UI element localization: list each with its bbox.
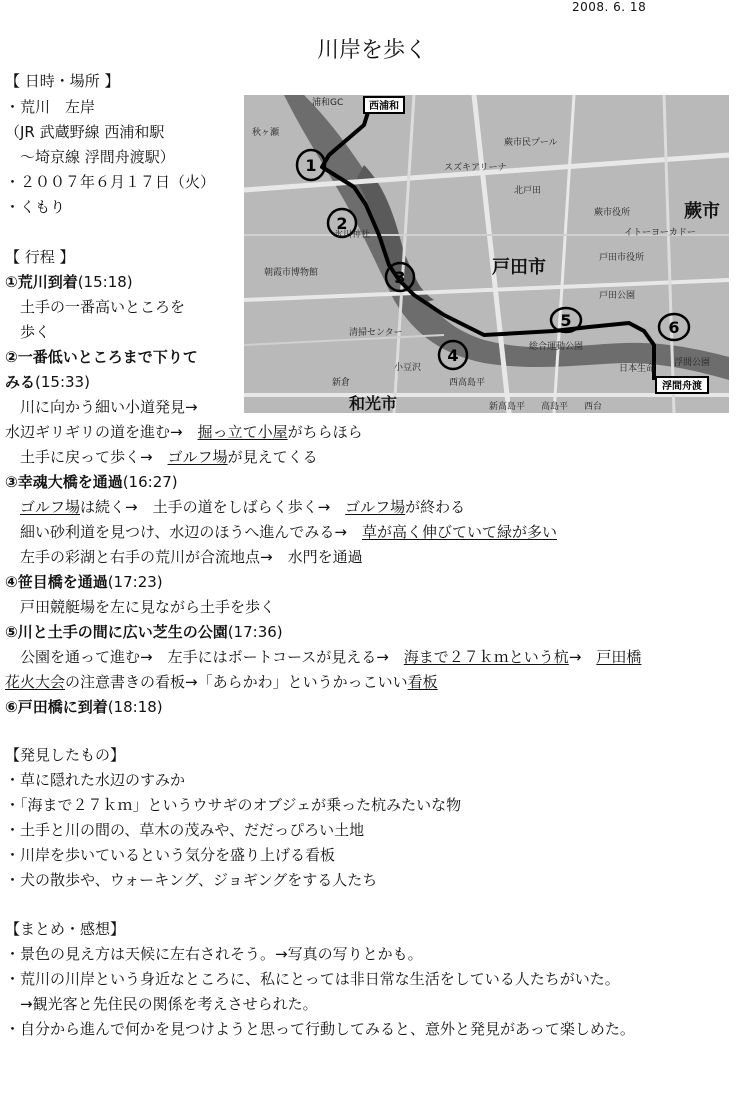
map-label: 戸田市役所 xyxy=(599,253,645,263)
step-detail: 左手の彩湖と右手の荒川が合流地点→ 水門を通過 xyxy=(20,548,363,566)
finding-item: ・「海まで２７ｋｍ」というウサギのオブジェが乗った杭みたいな物 xyxy=(5,796,462,814)
map-label: 新倉 xyxy=(332,378,351,388)
step-detail-line xyxy=(20,648,641,666)
step-detail-line xyxy=(20,523,557,541)
step-detail: 土手の一番高いところを xyxy=(20,298,186,316)
map-label: 総合運動公園 xyxy=(529,342,584,352)
finding-item: ・草に隠れた水辺のすみか xyxy=(5,771,186,789)
map-label: 氷川神社 xyxy=(334,230,371,240)
map-label: 蕨市 xyxy=(684,201,720,222)
step-highlight: 看板 xyxy=(407,673,438,691)
itinerary-step-6 xyxy=(5,698,163,716)
when-where-line: ・２００７年６月１７日（火） xyxy=(5,173,216,191)
when-where-line: ・荒川 左岸 xyxy=(5,98,96,116)
step-title: ④笹目橋を通過 xyxy=(5,573,108,591)
step-detail-line xyxy=(20,498,465,516)
map-label: 蕨市民プール xyxy=(504,138,558,148)
when-where-line: ～埼京線 浮間舟渡駅） xyxy=(5,148,175,166)
summary-item: ・荒川の川岸という身近なところに、私にとっては非日常な生活をしている人たちがいた。 xyxy=(5,970,620,988)
map-label: 小豆沢 xyxy=(394,363,422,373)
route-marker-2: 2 xyxy=(336,214,348,233)
route-marker-1: 1 xyxy=(305,156,317,175)
map-label: 朝霞市博物館 xyxy=(264,268,319,278)
map-label: 西浦和 xyxy=(369,101,399,112)
map-label: 北戸田 xyxy=(514,186,542,196)
itinerary-step-5 xyxy=(5,623,283,641)
step-highlight: 戸田橋 xyxy=(596,648,642,666)
findings-heading: 【発見したもの】 xyxy=(5,746,126,764)
when-where-line: （JR 武蔵野線 西浦和駅 xyxy=(5,123,165,141)
map-label: 新高島平 xyxy=(489,402,526,412)
map-label: 西台 xyxy=(584,402,603,412)
map-label: 蕨市役所 xyxy=(594,208,631,218)
step-time: (16:27) xyxy=(122,473,178,491)
step-detail: がちらほら xyxy=(287,423,363,441)
step-detail: が終わる xyxy=(405,498,466,516)
summary-item: ・景色の見え方は天候に左右されそう。→写真の写りとかも。 xyxy=(5,945,423,963)
map-label: 和光市 xyxy=(349,394,398,413)
map-label: 西高島平 xyxy=(449,378,486,388)
step-detail: 歩く xyxy=(20,323,51,341)
map-label: 戸田公園 xyxy=(599,291,636,301)
step-time: (17:36) xyxy=(227,623,283,641)
map-label: 高島平 xyxy=(541,402,569,412)
itinerary-step-3 xyxy=(5,473,178,491)
step-highlight: 掘っ立て小屋 xyxy=(197,423,288,441)
map-label: 秋ヶ瀬 xyxy=(252,128,280,138)
step-time: (18:18) xyxy=(107,698,163,716)
route-marker-5: 5 xyxy=(560,311,572,330)
step-detail: は続く→ 土手の道をしばらく歩く→ xyxy=(80,498,346,516)
route-marker-4: 4 xyxy=(447,346,459,365)
step-detail: 戸田競艇場を左に見ながら土手を歩く xyxy=(20,598,276,616)
step-title: ⑥戸田橋に到着 xyxy=(5,698,108,716)
itinerary-step-1 xyxy=(5,273,133,291)
summary-item: →観光客と先住民の関係を考えさせられた。 xyxy=(5,995,318,1013)
itinerary-heading: 【 行程 】 xyxy=(5,248,75,266)
step-detail: 川に向かう細い小道発見→ xyxy=(20,398,198,416)
route-map xyxy=(244,95,729,413)
summary-item: ・自分から進んで何かを見つけようと思って行動してみると、意外と発見があって楽しめた。 xyxy=(5,1020,635,1038)
route-marker-3: 3 xyxy=(394,268,406,287)
step-highlight: ゴルフ場 xyxy=(345,498,406,516)
itinerary-step-2 xyxy=(5,373,90,391)
page-title: 川岸を歩く xyxy=(316,38,427,63)
map-label: 浦和GC xyxy=(312,98,344,108)
step-title: ①荒川到着 xyxy=(5,273,78,291)
step-detail-line xyxy=(5,673,438,691)
document-date: 2008. 6. 18 xyxy=(572,0,647,14)
step-detail: → xyxy=(568,648,597,666)
step-highlight: 草が高く伸びていて緑が多い xyxy=(361,523,557,541)
step-time: (15:33) xyxy=(35,373,90,391)
finding-item: ・川岸を歩いているという気分を盛り上げる看板 xyxy=(5,846,336,864)
route-marker-6: 6 xyxy=(668,318,680,337)
step-title: ②一番低いところまで下りて xyxy=(5,348,198,366)
step-title: ⑤川と土手の間に広い芝生の公園 xyxy=(5,623,228,641)
step-time: (17:23) xyxy=(107,573,163,591)
when-where-line: ・くもり xyxy=(5,198,66,216)
step-title: ③幸魂大橋を通過 xyxy=(5,473,123,491)
map-label: 戸田市 xyxy=(492,257,546,278)
itinerary-step-4 xyxy=(5,573,163,591)
step-time: (15:18) xyxy=(77,273,133,291)
step-detail-line xyxy=(5,423,363,441)
step-detail: の注意書きの看板→「あらかわ」というかっこいい xyxy=(65,673,408,691)
finding-item: ・犬の散歩や、ウォーキング、ジョギングをする人たち xyxy=(5,871,378,889)
step-detail: 公園を通って進む→ 左手にはボートコースが見える→ xyxy=(20,648,404,666)
step-detail: 水辺ギリギリの道を進む→ xyxy=(5,423,198,441)
map-label: 日本生命 xyxy=(619,364,656,374)
step-highlight: 花火大会 xyxy=(5,673,66,691)
map-label: スズキアリーナ xyxy=(444,163,507,173)
step-title: みる xyxy=(5,373,36,391)
when-where-heading: 【 日時・場所 】 xyxy=(5,72,120,90)
step-highlight: ゴルフ場 xyxy=(20,498,81,516)
map-label: 清掃センター xyxy=(349,328,403,338)
summary-heading: 【まとめ・感想】 xyxy=(5,920,126,938)
step-detail: 土手に戻って歩く→ xyxy=(20,448,168,466)
step-detail: が見えてくる xyxy=(227,448,318,466)
map-label: 浮間舟渡 xyxy=(662,381,702,392)
step-detail-line xyxy=(20,448,318,466)
step-detail: 細い砂利道を見つけ、水辺のほうへ進んでみる→ xyxy=(20,523,362,541)
step-highlight: ゴルフ場 xyxy=(167,448,228,466)
finding-item: ・土手と川の間の、草木の茂みや、だだっぴろい土地 xyxy=(5,821,365,839)
map-label: イトーヨーカドー xyxy=(624,228,696,238)
step-highlight: 海まで２７ｋｍという杭 xyxy=(403,648,569,666)
map-label: 浮間公園 xyxy=(674,358,711,368)
